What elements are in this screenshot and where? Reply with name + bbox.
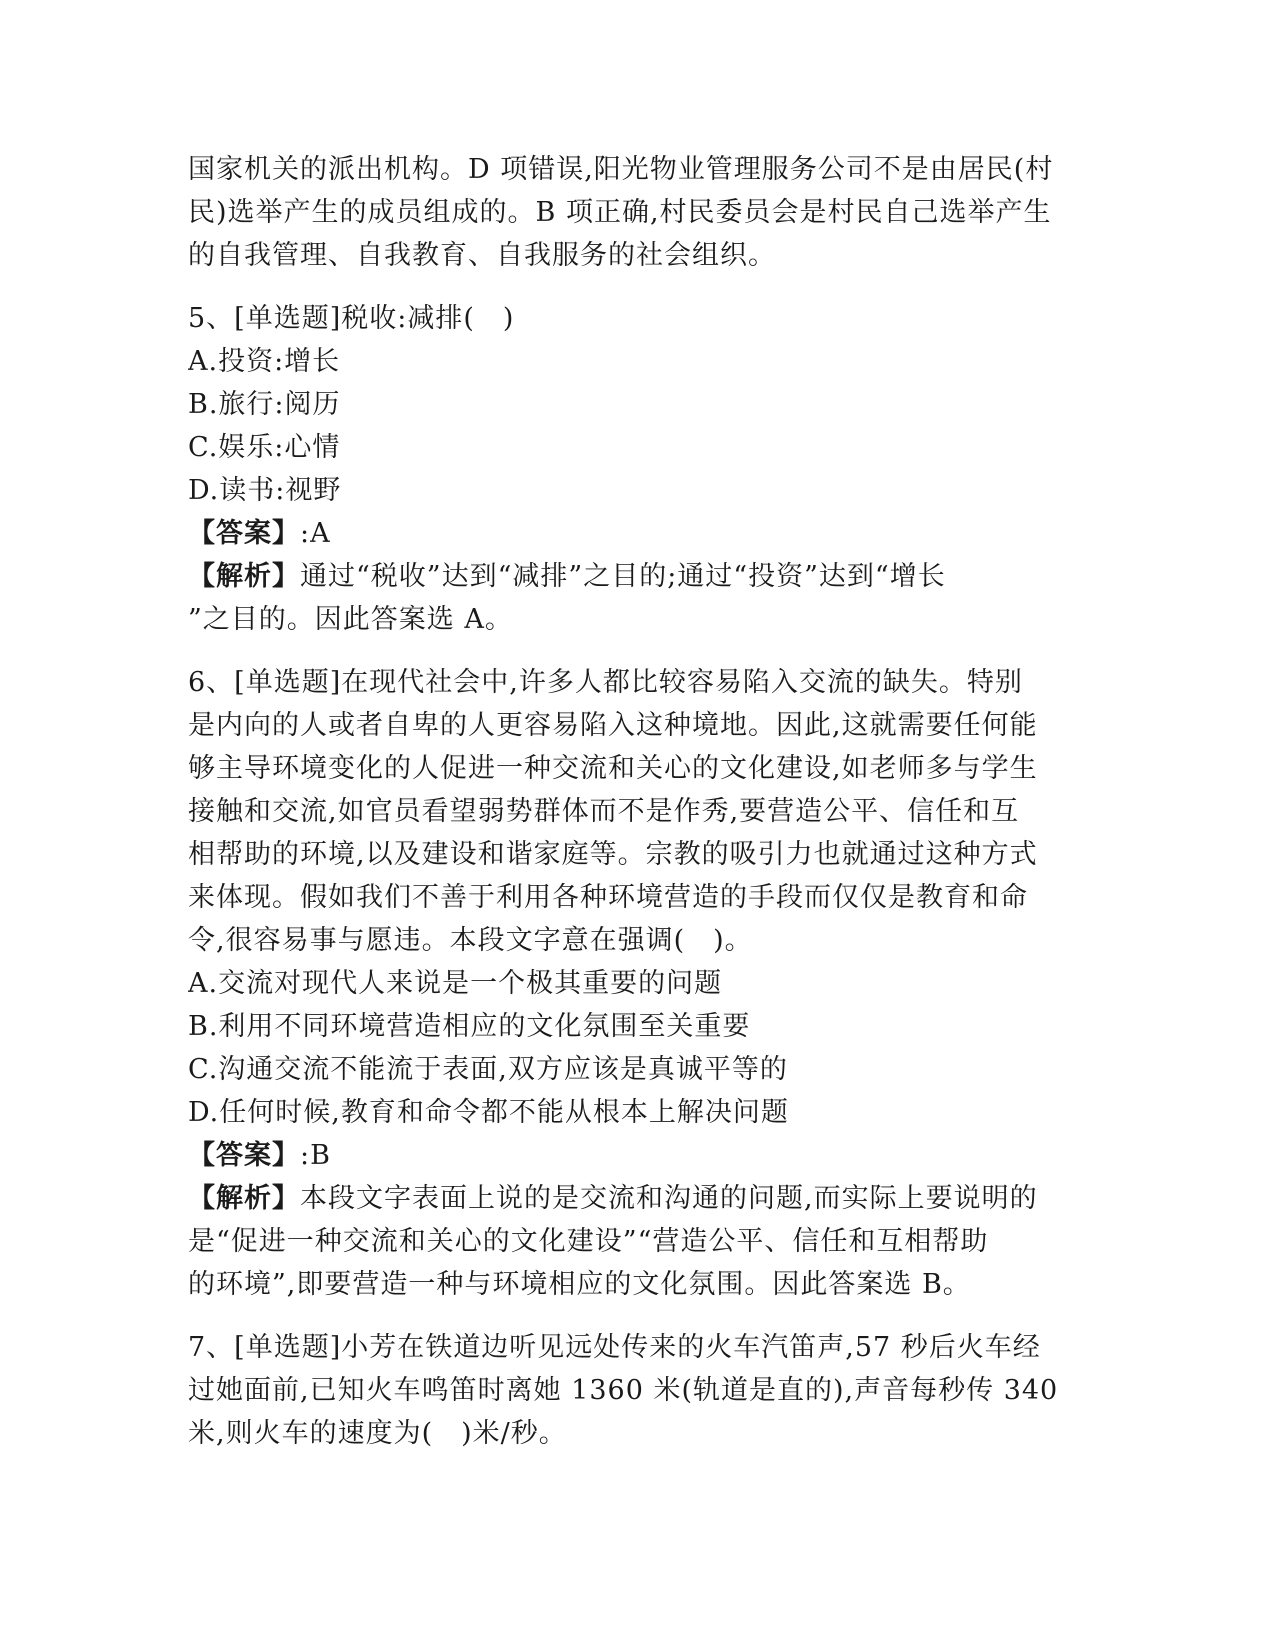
analysis-line: 是“促进一种交流和关心的文化建设”“营造公平、信任和互相帮助 xyxy=(188,1226,989,1257)
analysis-text: 本段文字表面上说的是交流和沟通的问题,而实际上要说明的 xyxy=(300,1183,1038,1214)
intro-line: 民)选举产生的成员组成的。B 项正确,村民委员会是村民自己选举产生 xyxy=(188,197,1052,228)
answer-value: :B xyxy=(300,1140,331,1171)
question-5 xyxy=(188,297,1088,641)
question-stem: 相帮助的环境,以及建设和谐家庭等。宗教的吸引力也就通过这种方式 xyxy=(188,839,1038,870)
question-stem: 接触和交流,如官员看望弱势群体而不是作秀,要营造公平、信任和互 xyxy=(188,796,1020,827)
option-b: B.利用不同环境营造相应的文化氛围至关重要 xyxy=(188,1011,751,1042)
question-stem: 6、[单选题]在现代社会中,许多人都比较容易陷入交流的缺失。特别 xyxy=(188,667,1023,698)
question-stem: 够主导环境变化的人促进一种交流和关心的文化建设,如老师多与学生 xyxy=(188,753,1038,784)
option-d: D.读书:视野 xyxy=(188,475,342,506)
answer-value: :A xyxy=(300,518,331,549)
analysis-label: 【解析】 xyxy=(188,561,300,592)
option-c: C.娱乐:心情 xyxy=(188,432,341,463)
question-stem: 是内向的人或者自卑的人更容易陷入这种境地。因此,这就需要任何能 xyxy=(188,710,1038,741)
option-a: A.交流对现代人来说是一个极其重要的问题 xyxy=(188,968,723,999)
option-b: B.旅行:阅历 xyxy=(188,389,341,420)
question-stem: 来体现。假如我们不善于利用各种环境营造的手段而仅仅是教育和命 xyxy=(188,882,1028,913)
analysis-line xyxy=(188,555,1088,598)
question-stem: 令,很容易事与愿违。本段文字意在强调( )。 xyxy=(188,925,753,956)
question-stem: 米,则火车的速度为( )米/秒。 xyxy=(188,1418,567,1449)
intro-line: 国家机关的派出机构。D 项错误,阳光物业管理服务公司不是由居民(村 xyxy=(188,154,1054,185)
analysis-text: 通过“税收”达到“减排”之目的;通过“投资”达到“增长 xyxy=(300,561,946,592)
question-stem: 7、[单选题]小芳在铁道边听见远处传来的火车汽笛声,57 秒后火车经 xyxy=(188,1332,1041,1363)
intro-paragraph xyxy=(188,148,1088,277)
analysis-label: 【解析】 xyxy=(188,1183,300,1214)
answer-label: 【答案】 xyxy=(188,1140,300,1171)
answer-label: 【答案】 xyxy=(188,518,300,549)
option-c: C.沟通交流不能流于表面,双方应该是真诚平等的 xyxy=(188,1054,788,1085)
question-6 xyxy=(188,661,1088,1306)
question-stem: 5、[单选题]税收:减排( ) xyxy=(188,303,515,334)
intro-line: 的自我管理、自我教育、自我服务的社会组织。 xyxy=(188,240,776,271)
option-d: D.任何时候,教育和命令都不能从根本上解决问题 xyxy=(188,1097,789,1128)
question-7 xyxy=(188,1326,1088,1455)
option-a: A.投资:增长 xyxy=(188,346,341,377)
analysis-line: 的环境”,即要营造一种与环境相应的文化氛围。因此答案选 B。 xyxy=(188,1269,971,1300)
analysis-line xyxy=(188,1177,1088,1220)
document-page xyxy=(188,148,1088,1455)
answer-line xyxy=(188,512,1088,555)
question-stem: 过她面前,已知火车鸣笛时离她 1360 米(轨道是直的),声音每秒传 340 xyxy=(188,1375,1059,1406)
analysis-line: ”之目的。因此答案选 A。 xyxy=(188,604,513,635)
answer-line xyxy=(188,1134,1088,1177)
